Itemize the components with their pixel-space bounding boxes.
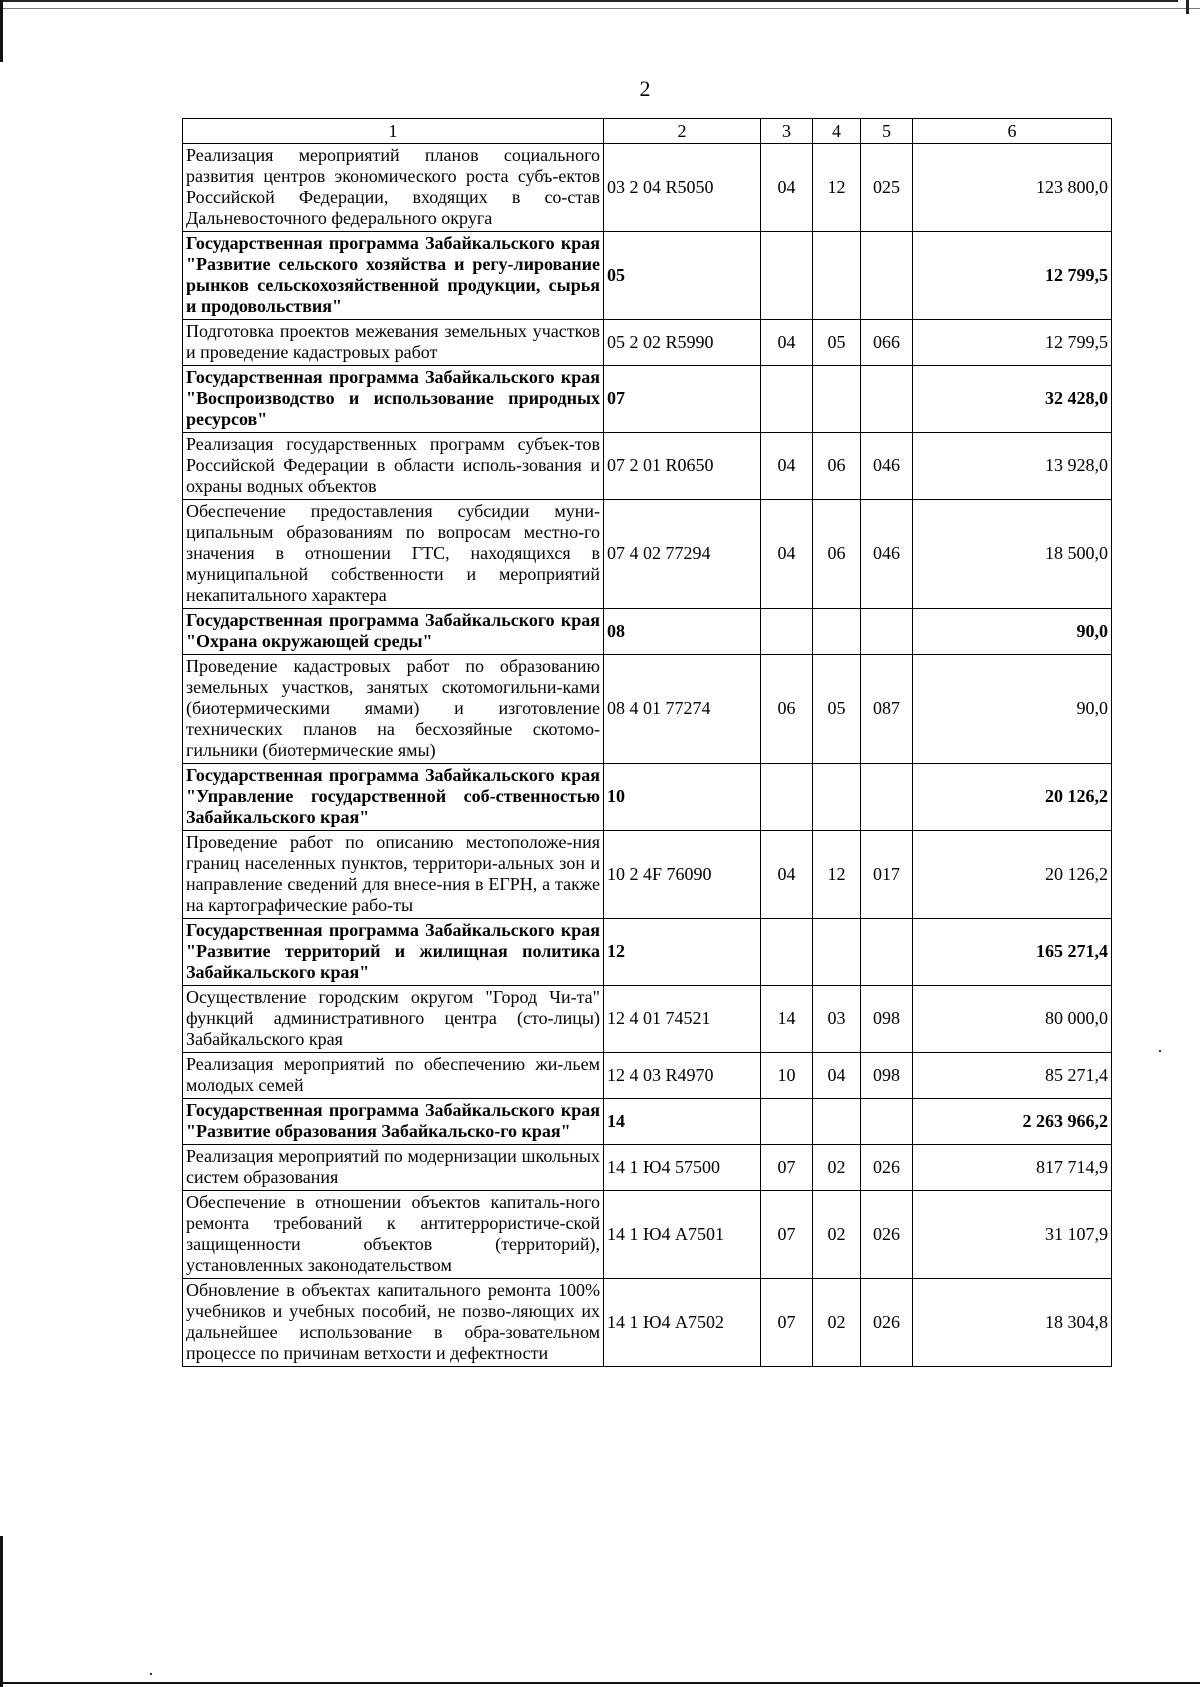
row-col5-cell: 098 — [861, 986, 913, 1053]
scan-speck — [1159, 1050, 1161, 1052]
row-code-cell: 10 — [604, 764, 761, 831]
table-row — [183, 1191, 1112, 1279]
row-name-cell: Обеспечение предоставления субсидии муни-ципальным образованиям по вопросам местно-го значения в отношении ГТС, находящихся в муниципальной собственности и мероприятий некапитального характера — [183, 500, 604, 609]
row-code-cell: 10 2 4F 76090 — [604, 831, 761, 919]
row-code-cell: 05 — [604, 232, 761, 320]
row-col4-cell — [813, 1099, 861, 1145]
row-col3-cell — [761, 919, 813, 986]
row-name-cell: Осуществление городским округом "Город Чи-та" функций административного центра (сто-лицы) Забайкальского края — [183, 986, 604, 1053]
row-sum-cell: 123 800,0 — [913, 144, 1112, 232]
table-row — [183, 986, 1112, 1053]
table-row — [183, 144, 1112, 232]
row-col5-cell — [861, 764, 913, 831]
row-code-cell: 12 4 03 R4970 — [604, 1053, 761, 1099]
row-sum-cell: 165 271,4 — [913, 919, 1112, 986]
row-col5-cell — [861, 366, 913, 433]
table-row — [183, 831, 1112, 919]
table-body — [183, 144, 1112, 1367]
row-col3-cell: 07 — [761, 1279, 813, 1367]
row-sum-cell: 12 799,5 — [913, 232, 1112, 320]
row-col4-cell: 12 — [813, 831, 861, 919]
row-name-cell: Реализация государственных программ субъек-тов Российской Федерации в области исполь-зования и охраны водных объектов — [183, 433, 604, 500]
row-name-cell: Реализация мероприятий планов социального развития центров экономического роста субъ-ектов Российской Федерации, входящих в со-став Дальневосточного федерального округа — [183, 144, 604, 232]
row-col4-cell: 04 — [813, 1053, 861, 1099]
program-row — [183, 366, 1112, 433]
table-header-row — [183, 119, 1112, 144]
row-name-cell: Реализация мероприятий по модернизации школьных систем образования — [183, 1145, 604, 1191]
program-row — [183, 609, 1112, 655]
row-col4-cell: 02 — [813, 1145, 861, 1191]
row-code-cell: 12 — [604, 919, 761, 986]
column-header: 2 — [604, 119, 761, 144]
row-col5-cell: 046 — [861, 500, 913, 609]
row-name-cell: Государственная программа Забайкальского края "Управление государственной соб-ственностью Забайкальского края" — [183, 764, 604, 831]
row-col4-cell: 02 — [813, 1191, 861, 1279]
row-name-cell: Государственная программа Забайкальского края "Развитие образования Забайкальско-го края" — [183, 1099, 604, 1145]
scan-edge-bottom — [0, 1682, 1200, 1684]
column-header: 4 — [813, 119, 861, 144]
row-col4-cell: 05 — [813, 655, 861, 764]
row-col4-cell — [813, 609, 861, 655]
row-col5-cell: 087 — [861, 655, 913, 764]
column-header: 1 — [183, 119, 604, 144]
row-col4-cell — [813, 919, 861, 986]
program-row — [183, 1099, 1112, 1145]
scan-edge-left-bottom — [0, 1536, 3, 1687]
row-name-cell: Государственная программа Забайкальского края "Воспроизводство и использование природных ресурсов" — [183, 366, 604, 433]
row-sum-cell: 20 126,2 — [913, 831, 1112, 919]
row-col3-cell: 04 — [761, 433, 813, 500]
column-header: 3 — [761, 119, 813, 144]
row-col4-cell: 06 — [813, 433, 861, 500]
row-name-cell: Реализация мероприятий по обеспечению жи-льем молодых семей — [183, 1053, 604, 1099]
row-col3-cell: 04 — [761, 320, 813, 366]
row-code-cell: 07 2 01 R0650 — [604, 433, 761, 500]
row-col5-cell: 066 — [861, 320, 913, 366]
table-row — [183, 1145, 1112, 1191]
program-row — [183, 919, 1112, 986]
row-col3-cell: 04 — [761, 831, 813, 919]
scan-speck — [150, 1673, 152, 1675]
row-sum-cell: 90,0 — [913, 655, 1112, 764]
row-sum-cell: 817 714,9 — [913, 1145, 1112, 1191]
row-col3-cell — [761, 1099, 813, 1145]
row-sum-cell: 20 126,2 — [913, 764, 1112, 831]
row-code-cell: 14 1 Ю4 А7501 — [604, 1191, 761, 1279]
scan-mark-top-right — [1186, 0, 1189, 14]
row-code-cell: 14 1 Ю4 57500 — [604, 1145, 761, 1191]
row-col3-cell: 07 — [761, 1145, 813, 1191]
row-col5-cell: 026 — [861, 1145, 913, 1191]
table-row — [183, 500, 1112, 609]
row-code-cell: 14 1 Ю4 А7502 — [604, 1279, 761, 1367]
row-col4-cell — [813, 366, 861, 433]
table-row — [183, 1053, 1112, 1099]
scan-edge-top-faint — [0, 8, 1200, 9]
row-col4-cell: 12 — [813, 144, 861, 232]
row-name-cell: Государственная программа Забайкальского края "Развитие территорий и жилищная политика Забайкальского края" — [183, 919, 604, 986]
row-col3-cell: 04 — [761, 500, 813, 609]
row-col5-cell — [861, 232, 913, 320]
row-name-cell: Проведение работ по описанию местоположе-ния границ населенных пунктов, территори-альных зон и направление сведений для внесе-ния в ЕГРН, а также на картографические рабо-ты — [183, 831, 604, 919]
row-col5-cell: 026 — [861, 1279, 913, 1367]
row-col5-cell — [861, 609, 913, 655]
program-row — [183, 764, 1112, 831]
row-col4-cell — [813, 232, 861, 320]
row-col3-cell: 14 — [761, 986, 813, 1053]
row-sum-cell: 18 500,0 — [913, 500, 1112, 609]
row-col4-cell: 03 — [813, 986, 861, 1053]
row-name-cell: Подготовка проектов межевания земельных участков и проведение кадастровых работ — [183, 320, 604, 366]
row-col3-cell: 06 — [761, 655, 813, 764]
row-sum-cell: 31 107,9 — [913, 1191, 1112, 1279]
row-sum-cell: 2 263 966,2 — [913, 1099, 1112, 1145]
row-name-cell: Обеспечение в отношении объектов капиталь-ного ремонта требований к антитеррористиче-ской защищенности объектов (территорий), установленных законодательством — [183, 1191, 604, 1279]
row-sum-cell: 12 799,5 — [913, 320, 1112, 366]
row-name-cell: Проведение кадастровых работ по образованию земельных участков, занятых скотомогильни-ками (биотермическими ямами) и изготовление технических планов на бесхозяйные скотомо-гильники (биотермические ямы) — [183, 655, 604, 764]
program-row — [183, 232, 1112, 320]
row-col5-cell: 026 — [861, 1191, 913, 1279]
row-name-cell: Государственная программа Забайкальского края "Развитие сельского хозяйства и регу-лирование рынков сельскохозяйственной продукции, сырья и продовольствия" — [183, 232, 604, 320]
page-number: 2 — [639, 76, 651, 101]
table-row — [183, 320, 1112, 366]
row-sum-cell: 85 271,4 — [913, 1053, 1112, 1099]
row-code-cell: 08 4 01 77274 — [604, 655, 761, 764]
row-code-cell: 14 — [604, 1099, 761, 1145]
row-col3-cell — [761, 764, 813, 831]
row-col4-cell: 06 — [813, 500, 861, 609]
column-header: 6 — [913, 119, 1112, 144]
table-row — [183, 1279, 1112, 1367]
row-sum-cell: 13 928,0 — [913, 433, 1112, 500]
row-col3-cell: 10 — [761, 1053, 813, 1099]
budget-table — [182, 118, 1112, 1367]
row-col3-cell — [761, 366, 813, 433]
row-sum-cell: 32 428,0 — [913, 366, 1112, 433]
row-code-cell: 08 — [604, 609, 761, 655]
column-header: 5 — [861, 119, 913, 144]
row-name-cell: Государственная программа Забайкальского края "Охрана окружающей среды" — [183, 609, 604, 655]
row-col5-cell — [861, 1099, 913, 1145]
row-sum-cell: 18 304,8 — [913, 1279, 1112, 1367]
row-code-cell: 07 — [604, 366, 761, 433]
row-col5-cell: 046 — [861, 433, 913, 500]
row-col5-cell: 025 — [861, 144, 913, 232]
row-sum-cell: 80 000,0 — [913, 986, 1112, 1053]
row-name-cell: Обновление в объектах капитального ремонта 100% учебников и учебных пособий, не позво-ляющих их дальнейшее использование в обра-зовательном процессе по причинам ветхости и дефектности — [183, 1279, 604, 1367]
scan-edge-left-top — [0, 0, 3, 62]
row-code-cell: 12 4 01 74521 — [604, 986, 761, 1053]
row-col5-cell: 098 — [861, 1053, 913, 1099]
row-sum-cell: 90,0 — [913, 609, 1112, 655]
scan-edge-top — [0, 0, 1178, 2]
row-code-cell: 03 2 04 R5050 — [604, 144, 761, 232]
row-col3-cell: 04 — [761, 144, 813, 232]
table-row — [183, 655, 1112, 764]
row-col3-cell: 07 — [761, 1191, 813, 1279]
table-row — [183, 433, 1112, 500]
row-col4-cell: 02 — [813, 1279, 861, 1367]
row-col5-cell — [861, 919, 913, 986]
row-col3-cell — [761, 609, 813, 655]
row-col4-cell — [813, 764, 861, 831]
row-code-cell: 05 2 02 R5990 — [604, 320, 761, 366]
row-col5-cell: 017 — [861, 831, 913, 919]
row-code-cell: 07 4 02 77294 — [604, 500, 761, 609]
row-col4-cell: 05 — [813, 320, 861, 366]
row-col3-cell — [761, 232, 813, 320]
